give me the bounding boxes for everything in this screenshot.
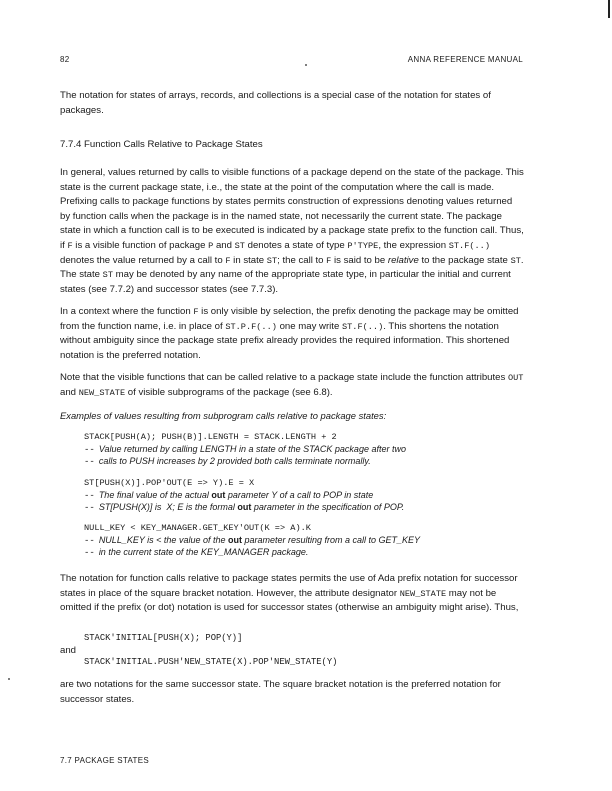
scan-speck	[305, 64, 307, 66]
running-title: ANNA REFERENCE MANUAL	[407, 55, 523, 64]
intro-paragraph: The notation for states of arrays, records, and collections is a special case of the notation for states of packages.	[60, 90, 491, 116]
paragraph-note: Note that the visible functions that can be called relative to a package state include the function attributes OUT and NEW_STATE of visible subprograms of the package (see 6.8).	[60, 372, 524, 398]
example-code: NULL_KEY < KEY_MANAGER.GET_KEY'OUT(K => A).K	[84, 523, 311, 533]
example-comment: -- ST[PUSH(X)] is X; E is the formal out parameter in the specification of POP.	[84, 502, 405, 514]
example-comment: -- calls to PUSH increases by 2 provided both calls terminate normally.	[84, 456, 371, 468]
example-code: ST[PUSH(X)].POP'OUT(E => Y).E = X	[84, 478, 255, 488]
example-comment: -- NULL_KEY is < the value of the out parameter resulting from a call to GET_KEY	[84, 534, 421, 546]
example-block-3	[84, 523, 420, 560]
section-heading: 7.7.4 Function Calls Relative to Package States	[60, 139, 263, 150]
code-prefix-notation: STACK'INITIAL.PUSH'NEW_STATE(X).POP'NEW_STATE(Y)	[84, 657, 338, 667]
page-number: 82	[60, 55, 70, 64]
code-square-bracket: STACK'INITIAL[PUSH(X); POP(Y)]	[84, 633, 243, 643]
example-code: STACK[PUSH(A); PUSH(B)].LENGTH = STACK.LENGTH + 2	[84, 432, 337, 442]
paragraph-function-calls: In general, values returned by calls to visible functions of a package depend on the state of the package. This state is the current package state, i.e., the state at the point of the computation where the call is made. Prefixing calls to package functions by states permits construction of expressions denoting values returned by function calls when the package is in the named state, not necessarily the current state. The package state in which a function call is to be executed is indicated by a package state prefix to the function call. Thus, if F is a visible function of package P and ST denotes a state of type P'TYPE, the expression ST.F(..) denotes the value returned by a call to F in state ST; the call to F is said to be relative to the package state ST. The state ST may be denoted by any name of the appropriate state type, in particular the initial and current states (see 7.7.2) and successor states (see 7.7.3).	[60, 167, 524, 295]
change-bar	[608, 0, 610, 18]
paragraph-prefix-notation: The notation for function calls relative to package states permits the use of Ada prefix notation for successor states in place of the square bracket notation. However, the attribute designator NEW_STATE may not be omitted if the prefix (or dot) notation is used for successor states (otherwise an ambiguity might arise). Thus,	[60, 573, 519, 614]
scan-speck	[8, 678, 10, 680]
paragraph-conclusion: are two notations for the same successor state. The square bracket notation is the preferred notation for successor states.	[60, 679, 501, 705]
example-block-2	[84, 478, 404, 515]
example-comment: -- Value returned by calling LENGTH in a state of the STACK package after two	[84, 443, 406, 455]
example-block-1	[84, 432, 406, 469]
and-word: and	[60, 645, 77, 656]
example-comment: -- The final value of the actual out parameter Y of a call to POP in state	[84, 489, 374, 501]
paragraph-selection: In a context where the function F is only visible by selection, the prefix denoting the package may be omitted from the function name, i.e. in place of ST.P.F(..) one may write ST.F(..). This shortens the notation without ambiguity since the package state prefix already provides the required information. This shortened notation is the preferred notation.	[60, 306, 519, 361]
example-comment: -- in the current state of the KEY_MANAGER package.	[84, 547, 309, 559]
examples-heading: Examples of values resulting from subprogram calls relative to package states:	[60, 410, 387, 421]
footer-section-label: 7.7 PACKAGE STATES	[60, 756, 149, 765]
